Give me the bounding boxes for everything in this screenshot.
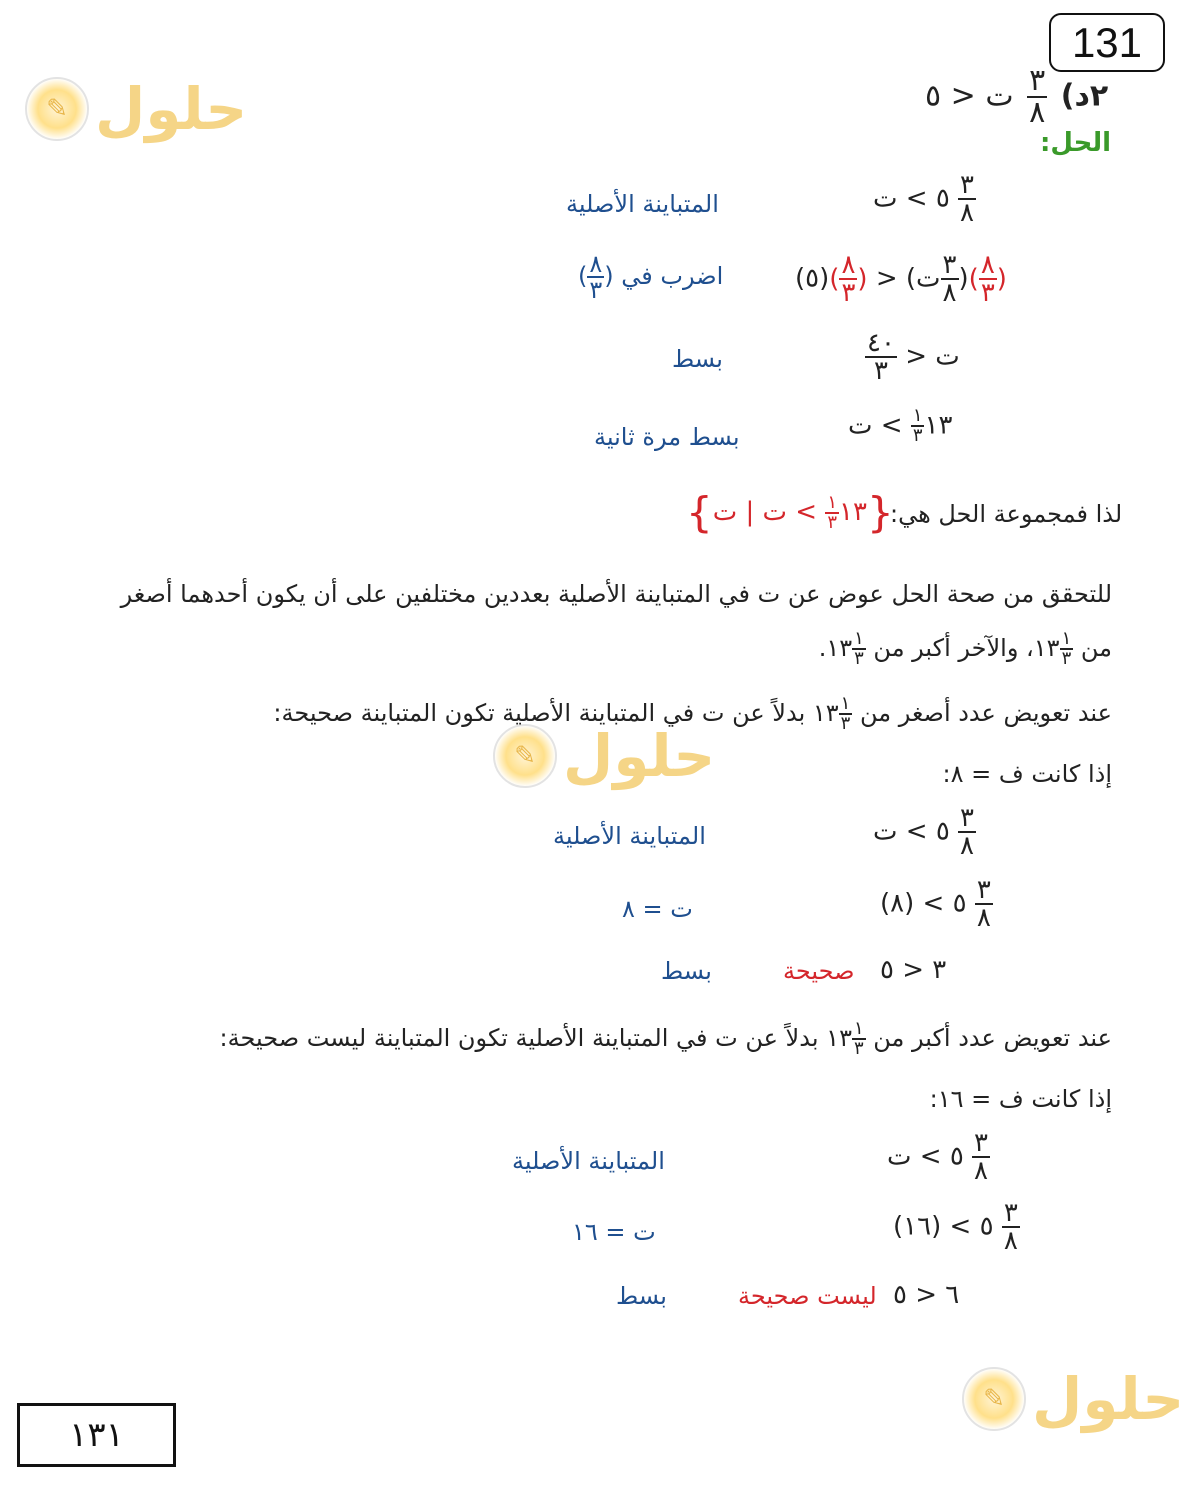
solution-set: { ١٣ $\frac{١}{٣}$ > ت | ت } (686, 488, 894, 537)
check-line-1: للتحقق من صحة الحل عوض عن ت في المتباينة الأصلية بعددين مختلفين على أن يكون أحدهما أصغر (120, 580, 1112, 608)
problem-statement: ت < ٥ $\frac{٣}{٨}$ ٢د) (925, 63, 1109, 130)
watermark-logo-top (25, 75, 247, 143)
case-large-note-1: المتباينة الأصلية (512, 1147, 665, 1175)
case-small-verdict: صحيحة (783, 957, 855, 985)
step-4-expr: ١٣ $\frac{١}{٣}$ > ت (848, 405, 953, 446)
case-large-original: ٥ > ت $\frac{٣}{٨}$ (887, 1128, 989, 1186)
watermark-word: حلول (1032, 1365, 1185, 1433)
book-icon: ✎ (25, 77, 89, 141)
case-small-substituted: ٥ > (٨) $\frac{٣}{٨}$ (880, 875, 991, 933)
case-large-substituted: ٥ > (١٦) $\frac{٣}{٨}$ (893, 1198, 1018, 1256)
case-small-intro: عند تعويض عدد أصغر من ١٣ $\frac{١}{٣}$ بدلاً عن ت في المتباينة الأصلية تكون المتباينة صحيحة: (273, 693, 1112, 734)
step-1-expr: ٥ > ت $\frac{٣}{٨}$ (873, 170, 975, 228)
check-line-2: من ١٣ $\frac{١}{٣}$ ، والآخر أكبر من ١٣ $\frac{١}{٣}$ . (818, 628, 1112, 669)
step-4-note: بسط مرة ثانية (594, 423, 740, 451)
case-small-if: إذا كانت ف = ٨: (942, 760, 1112, 788)
watermark-logo-bottom (962, 1365, 1184, 1433)
footer-page-number: ١٣١ (17, 1403, 176, 1467)
book-icon: ✎ (962, 1367, 1026, 1431)
case-large-intro: عند تعويض عدد أكبر من ١٣ $\frac{١}{٣}$ بدلاً عن ت في المتباينة الأصلية تكون المتباينة ليست صحيحة: (219, 1018, 1112, 1059)
step-2-expr: (٥)( $\frac{٨}{٣}$ ) > (ت $\frac{٣}{٨}$ )( $\frac{٨}{٣}$ ) (795, 250, 1007, 308)
step-2-note: ( $\frac{٨}{٣}$ ) اضرب في (578, 250, 724, 304)
case-small-note-2: ت = ٨ (622, 895, 693, 923)
watermark-word: حلول (95, 75, 248, 143)
page-number-box: 131 (1049, 13, 1165, 72)
case-large-verdict: ليست صحيحة (738, 1282, 877, 1310)
case-small-note-1: المتباينة الأصلية (553, 822, 706, 850)
step-1-note: المتباينة الأصلية (566, 190, 719, 218)
solution-set-prefix: لذا فمجموعة الحل هي: (890, 500, 1123, 528)
case-large-note-2: ت = ١٦ (572, 1218, 656, 1246)
case-small-note-3: بسط (661, 957, 712, 985)
case-large-note-3: بسط (616, 1282, 667, 1310)
step-3-note: بسط (672, 345, 723, 373)
case-small-original: ٥ > ت $\frac{٣}{٨}$ (873, 803, 975, 861)
step-3-expr: $\frac{٤٠}{٣}$ > ت (867, 328, 960, 386)
case-small-final: ٣ < ٥ (880, 955, 947, 985)
case-large-if: إذا كانت ف = ١٦: (929, 1085, 1112, 1113)
case-large-final: ٦ < ٥ (893, 1280, 960, 1310)
solution-label: الحل: (1040, 128, 1112, 158)
book-icon: ✎ (493, 724, 557, 788)
watermark-word: حلول (563, 722, 716, 790)
